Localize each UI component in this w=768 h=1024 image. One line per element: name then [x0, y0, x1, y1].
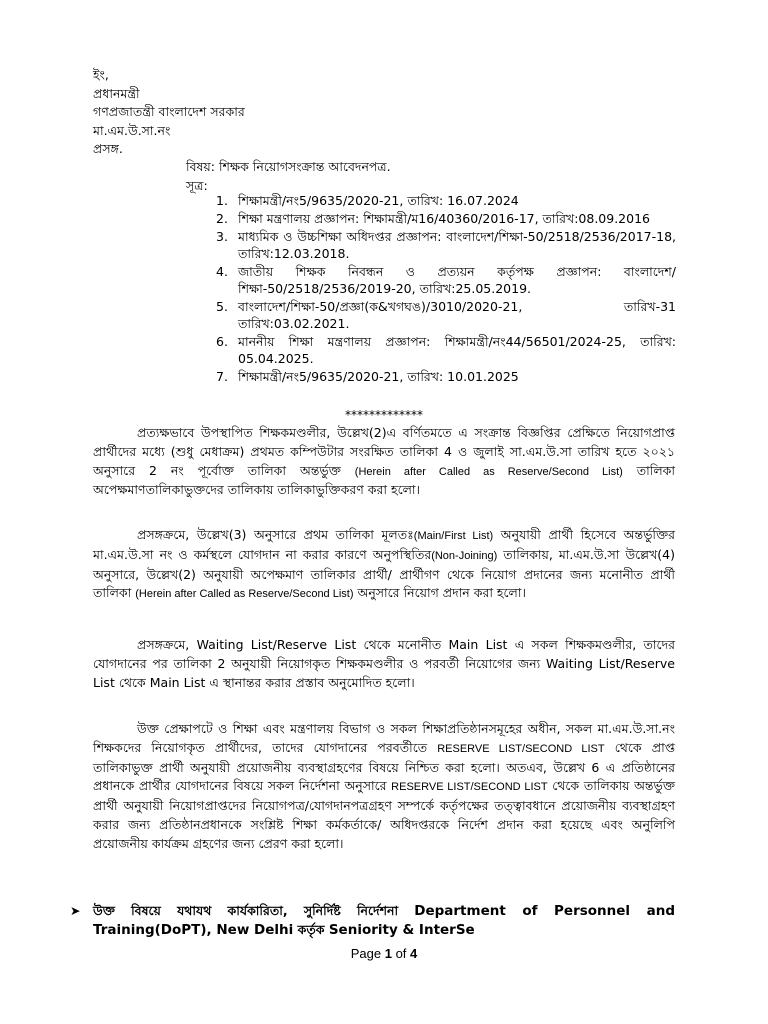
- paragraph-english-text: (Main/First List): [413, 530, 494, 542]
- paragraph-text: উক্ত প্রেক্ষাপটে ও শিক্ষা এবং মন্ত্রণালয় বিভাগ ও সকল শিক্ষাপ্রতিষ্ঠানসমূহের অধীন, সকল মা.এম.উ.সা.নং শিক্ষকদের নিয়োগকৃত প্রার্থীদের, তাদের যোগদানের পরবর্তীতে: [93, 721, 675, 755]
- reference-text: মাননীয় শিক্ষা মন্ত্রণালয় প্রজ্ঞাপন: শিক্ষামন্ত্রী/নং44/56501/2024-25, তারিখ: 05.04.2025.: [238, 334, 676, 367]
- reference-text: মাধ্যমিক ও উচ্চশিক্ষা অধিদপ্তর প্রজ্ঞাপন: বাংলাদেশ/শিক্ষা-50/2518/2536/2017-18, তারিখ:12.03.2018.: [238, 229, 676, 262]
- bullet-text-part: কর্তৃক: [293, 921, 329, 937]
- body-paragraph-4: [93, 720, 675, 854]
- reference-item: [216, 369, 676, 386]
- address-line: প্রসঙ্গ.: [93, 141, 123, 157]
- separator: *************: [345, 408, 423, 422]
- paragraph-text: প্রসঙ্গক্রমে, উল্লেখ(3) অনুসারে প্রথম তালিকা মূলতঃ: [137, 527, 414, 542]
- reference-item: [216, 229, 676, 263]
- reference-text: শিক্ষা মন্ত্রণালয় প্রজ্ঞাপন: শিক্ষামন্ত্রী/ম16/40360/2016-17, তারিখ:08.09.2016: [238, 211, 650, 227]
- paragraph-text: এ সকল শিক্ষকমণ্ডলীর, তাদের যোগদানের পর তালিকা 2 অনুযায়ী নিয়োগকৃত শিক্ষকমণ্ডলীর ও পরবর্তী নিয়োগের জন্য: [93, 637, 676, 671]
- page-total: 4: [410, 946, 418, 961]
- body-paragraph-2: [93, 526, 675, 604]
- paragraph-text: তালিকা অপেক্ষমাণতালিকাভুক্তদের তালিকায় তালিকাভুক্তিকরণ করা হলো।: [93, 462, 675, 498]
- subject-block: [186, 158, 391, 195]
- paragraph-text: থেকে: [114, 674, 150, 690]
- paragraph-english-text: Waiting List/Reserve List: [93, 655, 675, 690]
- paragraph-text: থেকে প্রাপ্ত তালিকাভুক্ত প্রার্থী অনুযায়ী প্রয়োজনীয় ব্যবস্থাগ্রহণের বিষয়ে নিশ্চিত করা হলো। অতএব, উল্লেখ 6 এ প্রতিষ্ঠানের প্রধানকে প্রার্থীর যোগদানের বিষয়ে সকল নির্দেশনা অনুসারে: [93, 739, 675, 794]
- body-paragraph-3: [93, 636, 675, 692]
- bullet-text: [93, 902, 675, 939]
- reference-text: বাংলাদেশ/শিক্ষা-50/প্রজ্ঞা(ক&খগঘঙ)/3010/2020-21, তারিখ-31 তারিখ:03.02.2021.: [238, 299, 676, 332]
- paragraph-english-text: RESERVE LIST/SECOND LIST: [437, 742, 605, 755]
- paragraph-english-text: (Herein after Called as Reserve/Second List): [354, 465, 623, 478]
- reference-number: 6.: [216, 334, 228, 350]
- address-line: গণপ্রজাতন্ত্রী বাংলাদেশ সরকার: [93, 104, 245, 120]
- paragraph-text: থেকে তালিকায় অন্তর্ভুক্ত প্রার্থী অনুযায়ী নিয়োগপ্রাপ্তদের নিয়োগপত্র/যোগদানপত্রগ্রহণ সম্পর্কে কর্তৃপক্ষের তত্ত্বাবধানে প্রয়োজনীয় ব্যবস্থাগ্রহণ করার জন্য প্রতিষ্ঠানপ্রধানকে সংশ্লিষ্ট শিক্ষা কর্মকর্তাকে/ অধিদপ্তরকে নির্দেশ প্রদান করা হয়েছে এবং অনুলিপি প্রয়োজনীয় কার্যক্রম গ্রহণের জন্য প্রেরণ করা হলো।: [93, 778, 675, 851]
- reference-text: শিক্ষামন্ত্রী/নং5/9635/2020-21, তারিখ: 10.01.2025: [238, 369, 519, 385]
- reference-number: 1.: [216, 193, 228, 208]
- address-block: [93, 66, 245, 159]
- bullet-english-text: Department of Personnel and Training(DoPT), New Delhi: [93, 903, 675, 938]
- paragraph-english-text: Main List: [149, 674, 206, 690]
- reference-item: [216, 299, 676, 333]
- paragraph-text: অনুযায়ী প্রার্থী হিসেবে অন্তর্ভুক্তির মা.এম.উ.সা নং ও কর্মস্থলে যোগদান না করার কারণে অনুপস্থিতির: [93, 527, 676, 562]
- reference-item: [216, 211, 676, 228]
- reference-text: শিক্ষামন্ত্রী/নং5/9635/2020-21, তারিখ: 16.07.2024: [238, 193, 519, 208]
- address-line: ইং,: [93, 67, 109, 82]
- reference-item: [216, 334, 676, 368]
- paragraph-text: এ স্থানান্তর করার প্রস্তাব অনুমোদিত হলো।: [205, 674, 415, 690]
- paragraph-english-text: Waiting List/Reserve List: [196, 637, 357, 652]
- reference-number: 7.: [216, 369, 228, 385]
- reference-text: জাতীয় শিক্ষক নিবন্ধন ও প্রত্যয়ন কর্তৃপক্ষ প্রজ্ঞাপন: বাংলাদেশ/শিক্ষা-50/2518/2536/2019-20, তারিখ:25.05.2019.: [238, 264, 676, 297]
- reference-item: [216, 193, 676, 210]
- paragraph-text: থেকে মনোনীত: [356, 637, 449, 652]
- paragraph-text: তালিকায়, মা.এম.উ.সা উল্লেখ(4) অনুসারে, উল্লেখ(2) অনুযায়ী অপেক্ষমাণ তালিকার প্রার্থী/ প্রার্থীগণ থেকে নিয়োগ প্রদানের জন্য মনোনীত প্রার্থী তালিকা: [93, 546, 675, 601]
- arrow-bullet-icon: ➤: [70, 903, 81, 918]
- paragraph-english-text: (Herein after Called as Reserve/Second List): [135, 588, 354, 601]
- paragraph-english-text: Main List: [448, 637, 508, 652]
- page-footer: [0, 946, 768, 961]
- reference-number: 3.: [216, 229, 228, 245]
- reference-item: [216, 264, 676, 298]
- paragraph-english-text: (Non-Joining): [431, 549, 498, 562]
- reference-number: 2.: [216, 211, 228, 227]
- paragraph-text: প্রসঙ্গক্রমে,: [137, 637, 190, 652]
- page-label: Page: [350, 946, 382, 961]
- body-paragraph-1: [93, 424, 675, 500]
- paragraph-english-text: RESERVE LIST/SECOND LIST: [391, 781, 548, 794]
- address-line: মা.এম.উ.সা.নং: [93, 122, 171, 138]
- bullet-text-part: উক্ত বিষয়ে যথাযথ কার্যকারিতা, সুনির্দিষ্ট নির্দেশনা: [93, 903, 415, 918]
- reference-number: 5.: [216, 299, 228, 315]
- reference-list: [216, 193, 676, 388]
- subject-line: বিষয়: শিক্ষক নিয়োগসংক্রান্ত আবেদনপত্র.: [186, 159, 391, 174]
- page-current: 1: [384, 946, 392, 961]
- paragraph-text: প্রত্যক্ষভাবে উপস্থাপিত শিক্ষকমণ্ডলীর, উল্লেখ(2)এ বর্ণিতমতে এ সংক্রান্ত বিজ্ঞপ্তির প্রেক্ষিতে নিয়োগপ্রাপ্ত প্রার্থীদের মধ্যে (শুধু মেধাক্রম) প্রথমত কম্পিউটার সংরক্ষিত তালিকা 4 ও জুলাই সা.এম.উ.সা তারিখ হতে ২০২১ অনুসারে 2 নং পূর্বোক্ত তালিকা অন্তর্ভুক্ত: [93, 425, 675, 478]
- bullet-paragraph: [70, 902, 675, 939]
- paragraph-text: অনুসারে নিয়োগ প্রদান করা হলো।: [353, 585, 526, 601]
- bullet-english-text: Seniority & InterSe: [328, 921, 475, 938]
- address-line: প্রধানমন্ত্রী: [93, 85, 140, 101]
- reference-label: সূত্র:: [186, 177, 208, 193]
- reference-number: 4.: [216, 264, 228, 280]
- page-of-label: of: [395, 946, 407, 961]
